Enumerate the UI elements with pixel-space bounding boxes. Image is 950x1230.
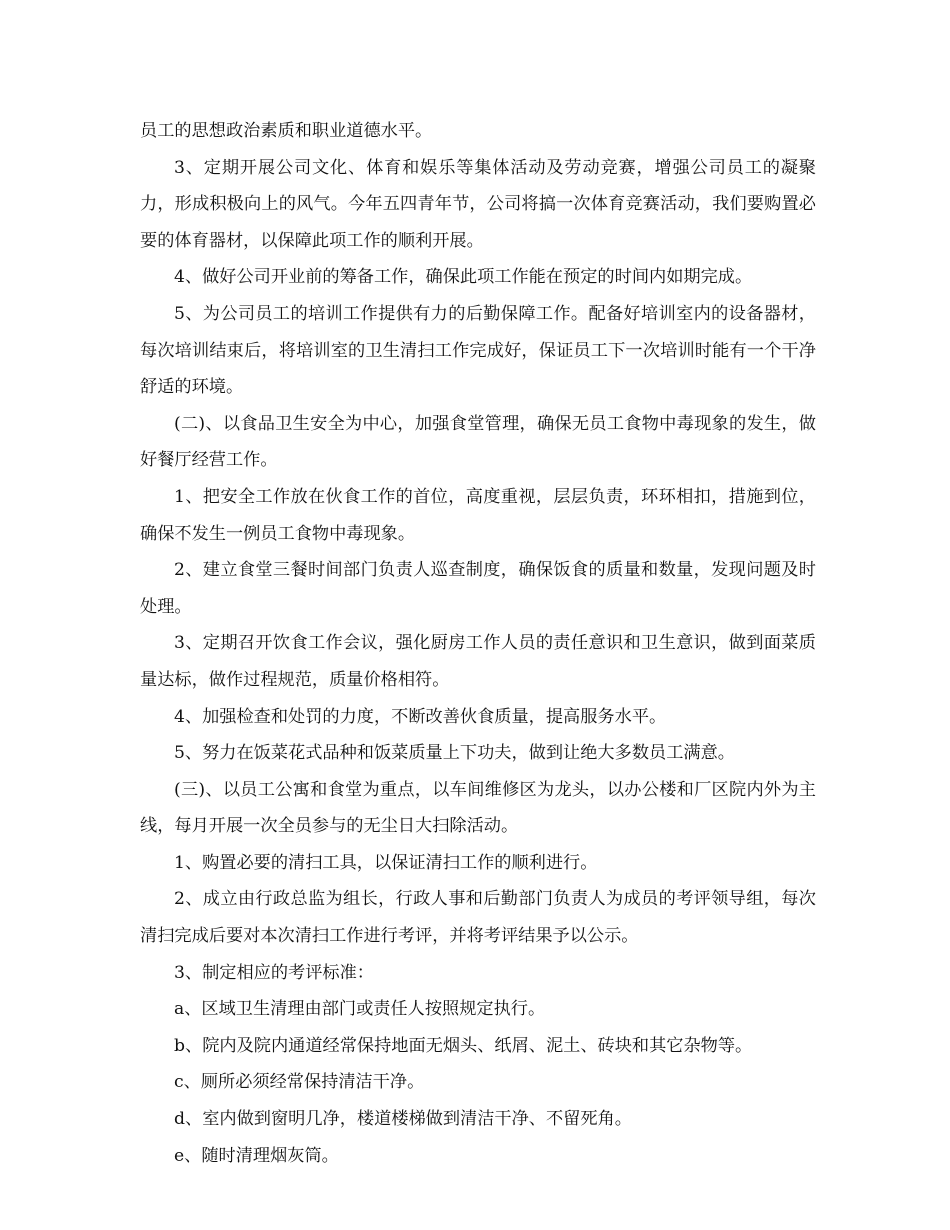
paragraph-10: 5、努力在饭菜花式品种和饭菜质量上下功夫，做到让绝大多数员工满意。 xyxy=(174,743,735,764)
document-body xyxy=(140,113,816,1174)
paragraph-11: (三)、以员工公寓和食堂为重点，以车间维修区为龙头，以办公楼和厂区院内外为主线，每月开展一次全员参与的无尘日大扫除活动。 xyxy=(140,779,816,837)
paragraph-9: 4、加强检查和处罚的力度，不断改善伙食质量，提高服务水平。 xyxy=(174,706,667,727)
paragraph-12: 1、购置必要的清扫工具，以保证清扫工作的顺利进行。 xyxy=(174,852,598,873)
paragraph-18: d、室内做到窗明几净，楼道楼梯做到清洁干净、不留死角。 xyxy=(174,1109,632,1130)
paragraph-19: e、随时清理烟灰筒。 xyxy=(174,1145,339,1166)
paragraph-2: 3、定期开展公司文化、体育和娱乐等集体活动及劳动竞赛，增强公司员工的凝聚力，形成积极向上的风气。今年五四青年节，公司将搞一次体育竞赛活动，我们要购置必要的体育器材，以保障此项工作的顺利开展。 xyxy=(140,157,816,251)
paragraph-6: 1、把安全工作放在伙食工作的首位，高度重视，层层负责，环环相扣，措施到位，确保不发生一例员工食物中毒现象。 xyxy=(140,486,816,544)
paragraph-8: 3、定期召开饮食工作会议，强化厨房工作人员的责任意识和卫生意识，做到面菜质量达标，做作过程规范，质量价格相符。 xyxy=(140,633,816,690)
paragraph-14: 3、制定相应的考评标准： xyxy=(174,962,374,983)
paragraph-13: 2、成立由行政总监为组长，行政人事和后勤部门负责人为成员的考评领导组，每次清扫完成后要对本次清扫工作进行考评，并将考评结果予以公示。 xyxy=(140,889,816,947)
paragraph-17: c、厕所必须经常保持清洁干净。 xyxy=(174,1072,425,1093)
paragraph-7: 2、建立食堂三餐时间部门负责人巡查制度，确保饭食的质量和数量，发现问题及时处理。 xyxy=(140,560,816,617)
paragraph-5: (二)、以食品卫生安全为中心，加强食堂管理，确保无员工食物中毒现象的发生，做好餐厅经营工作。 xyxy=(140,413,816,471)
paragraph-1: 员工的思想政治素质和职业道德水平。 xyxy=(140,121,433,141)
paragraph-4: 5、为公司员工的培训工作提供有力的后勤保障工作。配备好培训室内的设备器材，每次培训结束后，将培训室的卫生清扫工作完成好，保证员工下一次培训时能有一个干净舒适的环境。 xyxy=(140,303,816,398)
paragraph-15: a、区域卫生清理由部门或责任人按照规定执行。 xyxy=(174,999,546,1020)
paragraph-16: b、院内及院内通道经常保持地面无烟头、纸屑、泥土、砖块和其它杂物等。 xyxy=(174,1035,753,1056)
paragraph-3: 4、做好公司开业前的筹备工作，确保此项工作能在预定的时间内如期完成。 xyxy=(174,267,753,288)
